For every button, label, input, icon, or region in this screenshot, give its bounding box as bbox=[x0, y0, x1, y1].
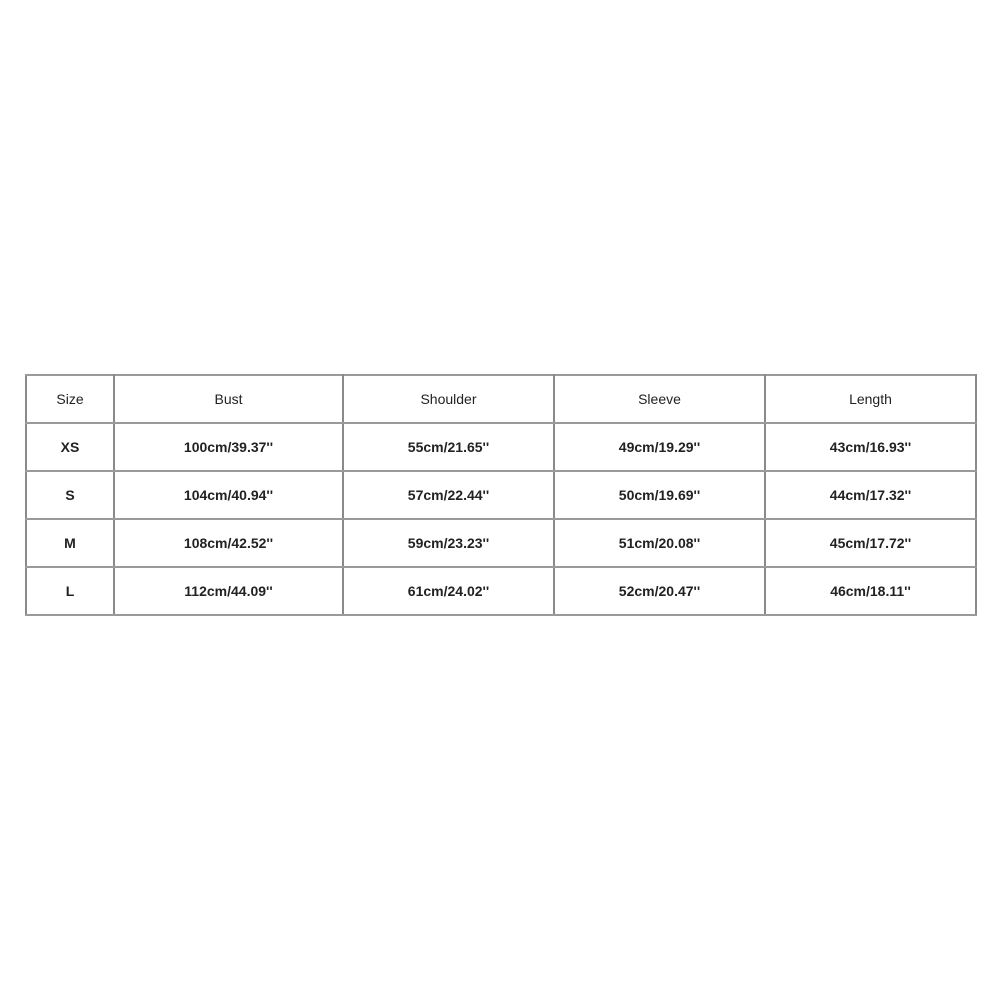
sleeve-cell: 50cm/19.69'' bbox=[554, 471, 765, 519]
sleeve-cell: 51cm/20.08'' bbox=[554, 519, 765, 567]
shoulder-cell: 55cm/21.65'' bbox=[343, 423, 554, 471]
sleeve-cell: 49cm/19.29'' bbox=[554, 423, 765, 471]
shoulder-cell: 57cm/22.44'' bbox=[343, 471, 554, 519]
header-length: Length bbox=[765, 375, 976, 423]
bust-cell: 104cm/40.94'' bbox=[114, 471, 343, 519]
length-cell: 46cm/18.11'' bbox=[765, 567, 976, 615]
size-chart-table bbox=[25, 374, 977, 616]
size-cell: M bbox=[26, 519, 114, 567]
shoulder-cell: 59cm/23.23'' bbox=[343, 519, 554, 567]
size-cell: L bbox=[26, 567, 114, 615]
table-header-row bbox=[26, 375, 976, 423]
header-shoulder: Shoulder bbox=[343, 375, 554, 423]
table-row bbox=[26, 567, 976, 615]
size-cell: XS bbox=[26, 423, 114, 471]
length-cell: 43cm/16.93'' bbox=[765, 423, 976, 471]
shoulder-cell: 61cm/24.02'' bbox=[343, 567, 554, 615]
bust-cell: 100cm/39.37'' bbox=[114, 423, 343, 471]
table-row bbox=[26, 423, 976, 471]
bust-cell: 112cm/44.09'' bbox=[114, 567, 343, 615]
sleeve-cell: 52cm/20.47'' bbox=[554, 567, 765, 615]
length-cell: 45cm/17.72'' bbox=[765, 519, 976, 567]
header-bust: Bust bbox=[114, 375, 343, 423]
table-row bbox=[26, 471, 976, 519]
length-cell: 44cm/17.32'' bbox=[765, 471, 976, 519]
table-row bbox=[26, 519, 976, 567]
bust-cell: 108cm/42.52'' bbox=[114, 519, 343, 567]
size-cell: S bbox=[26, 471, 114, 519]
header-sleeve: Sleeve bbox=[554, 375, 765, 423]
header-size: Size bbox=[26, 375, 114, 423]
